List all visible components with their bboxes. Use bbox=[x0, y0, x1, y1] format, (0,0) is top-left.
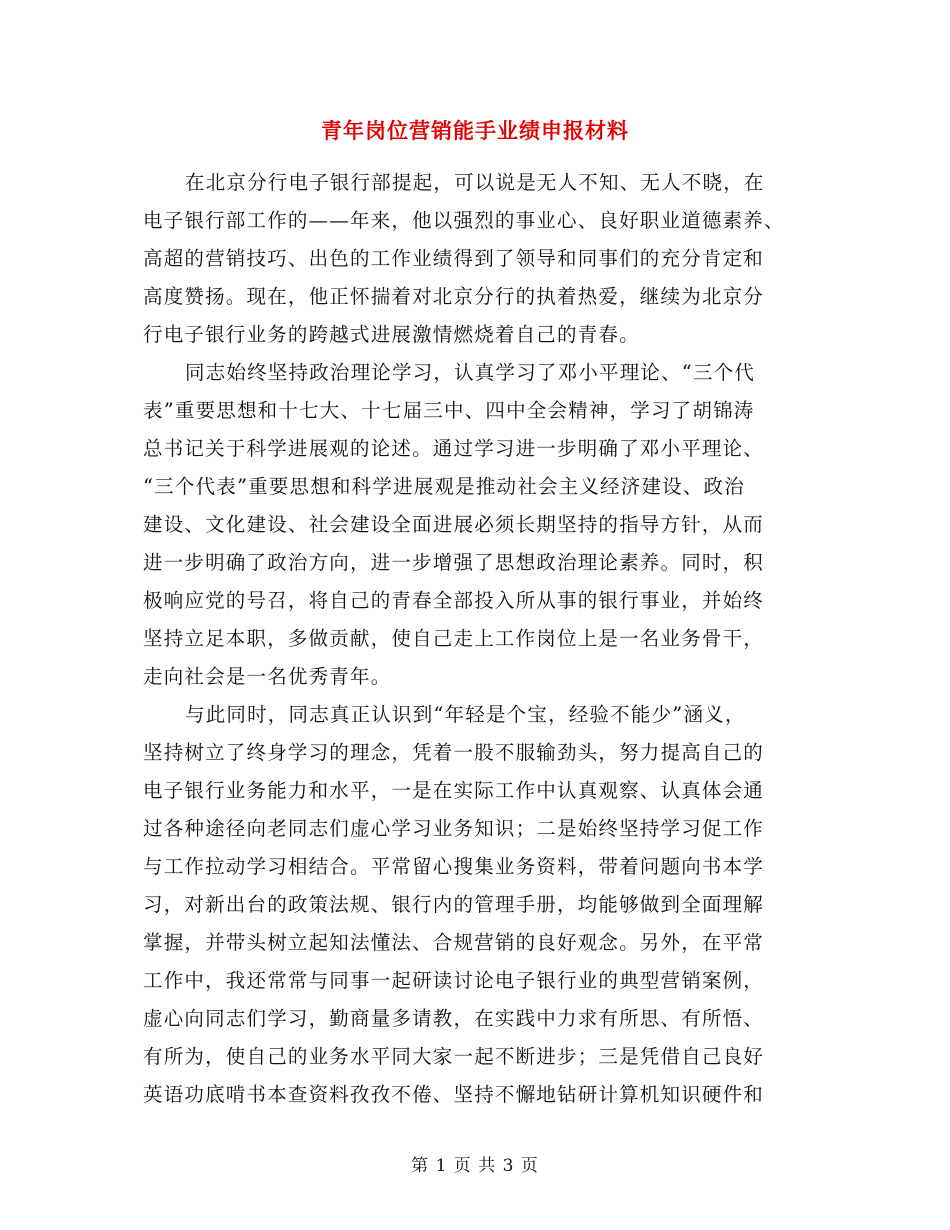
paragraph-3-line-7: 掌握，并带头树立起知法懂法、合规营销的良好观念。另外，在平常 bbox=[143, 931, 765, 954]
paragraph-1-line-5: 行电子银行业务的跨越式进展激情燃烧着自己的青春。 bbox=[143, 323, 640, 346]
paragraph-3-line-1: 与此同时，同志真正认识到“年轻是个宝，经验不能少”涵义， bbox=[185, 703, 746, 726]
paragraph-3-line-4: 过各种途径向老同志们虚心学习业务知识；二是始终坚持学习促工作 bbox=[143, 817, 765, 840]
paragraph-1-line-4: 高度赞扬。现在，他正怀揣着对北京分行的执着热爱，继续为北京分 bbox=[143, 285, 765, 308]
paragraph-2-line-9: 走向社会是一名优秀青年。 bbox=[143, 665, 392, 688]
paragraph-2-line-1: 同志始终坚持政治理论学习，认真学习了邓小平理论、“三个代 bbox=[185, 361, 756, 384]
paragraph-2-line-6: 进一步明确了政治方向，进一步增强了思想政治理论素养。同时，积 bbox=[143, 551, 765, 574]
paragraph-2-line-3: 总书记关于科学进展观的论述。通过学习进一步明确了邓小平理论、 bbox=[143, 437, 765, 460]
document-body bbox=[143, 164, 807, 1114]
paragraph-2-line-7: 极响应党的号召，将自己的青春全部投入所从事的银行事业，并始终 bbox=[143, 589, 765, 612]
paragraph-2-line-5: 建设、文化建设、社会建设全面进展必须长期坚持的指导方针，从而 bbox=[143, 513, 765, 536]
paragraph-3-line-3: 电子银行业务能力和水平，一是在实际工作中认真观察、认真体会通 bbox=[143, 779, 765, 802]
paragraph-3-line-2: 坚持树立了终身学习的理念，凭着一股不服输劲头，努力提高自己的 bbox=[143, 741, 765, 764]
paragraph-3-line-6: 习，对新出台的政策法规、银行内的管理手册，均能够做到全面理解 bbox=[143, 893, 765, 916]
paragraph-3-line-10: 有所为，使自己的业务水平同大家一起不断进步；三是凭借自己良好 bbox=[143, 1045, 765, 1068]
paragraph-3-line-5: 与工作拉动学习相结合。平常留心搜集业务资料，带着问题向书本学 bbox=[143, 855, 765, 878]
paragraph-3-line-11: 英语功底啃书本查资料孜孜不倦、坚持不懈地钻研计算机知识硬件和 bbox=[143, 1083, 765, 1106]
paragraph-3-line-8: 工作中，我还常常与同事一起研读讨论电子银行业的典型营销案例， bbox=[143, 969, 765, 992]
paragraph-3-line-9: 虚心向同志们学习，勤商量多请教，在实践中力求有所思、有所悟、 bbox=[143, 1007, 765, 1030]
paragraph-2-line-8: 坚持立足本职，多做贡献，使自己走上工作岗位上是一名业务骨干， bbox=[143, 627, 765, 650]
paragraph-2-line-4: “三个代表”重要思想和科学进展观是推动社会主义经济建设、政治 bbox=[143, 475, 745, 498]
paragraph-1-line-2: 电子银行部工作的——年来，他以强烈的事业心、良好职业道德素养、 bbox=[143, 209, 785, 232]
document-title: 青年岗位营销能手业绩申报材料 bbox=[321, 118, 629, 143]
paragraph-2-line-2: 表”重要思想和十七大、十七届三中、四中全会精神，学习了胡锦涛 bbox=[143, 399, 755, 422]
paragraph-1-line-1: 在北京分行电子银行部提起，可以说是无人不知、无人不晓，在 bbox=[185, 171, 765, 194]
page-footer: 第 1 页 共 3 页 bbox=[411, 1156, 539, 1176]
paragraph-1-line-3: 高超的营销技巧、出色的工作业绩得到了领导和同事们的充分肯定和 bbox=[143, 247, 765, 270]
